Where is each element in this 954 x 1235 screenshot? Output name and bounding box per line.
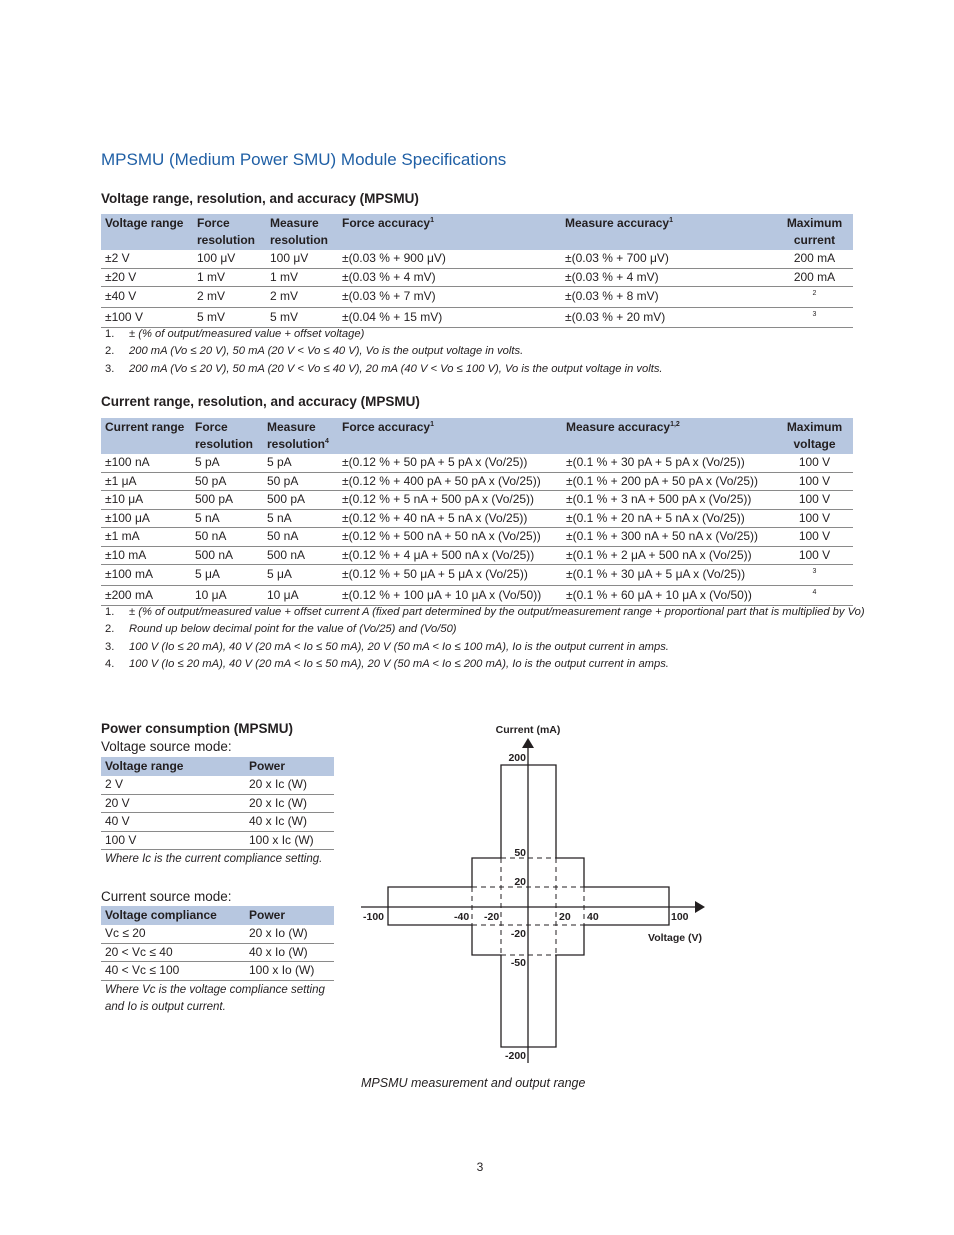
table-row (101, 307, 853, 328)
cell-force-resolution: 5 mV (193, 307, 266, 328)
cell-measure-accuracy: ±(0.1 % + 60 μA + 10 μA x (Vo/50)) (562, 585, 776, 606)
cell-maximum (776, 307, 853, 328)
tick-label: 50 (514, 847, 526, 859)
cell-maximum: 100 V (776, 491, 853, 510)
cell-measure-resolution: 5 pA (263, 454, 338, 472)
cell-force-resolution: 50 pA (191, 472, 263, 491)
cell-force-accuracy: ±(0.12 % + 100 μA + 10 μA x (Vo/50)) (338, 585, 562, 606)
header-force-accuracy: Force accuracy$^1$ (338, 214, 561, 250)
range-diagram (355, 715, 715, 1075)
cell-measure-resolution: 5 μA (263, 565, 338, 586)
cell-power: 20 x Ic (W) (245, 794, 334, 813)
table-row (101, 585, 853, 606)
cell-range: 100 V (101, 831, 245, 850)
voltage-source-power-table (101, 757, 334, 850)
header-measure-resolution: Measure resolution$^4$ (263, 418, 338, 454)
header-voltage-range: Voltage range (101, 214, 193, 250)
footnote-ref: 2 (812, 290, 817, 297)
cell-maximum: 100 V (776, 509, 853, 528)
cell-measure-accuracy: ±(0.1 % + 20 nA + 5 nA x (Vo/25)) (562, 509, 776, 528)
cell-measure-accuracy: ±(0.03 % + 700 μV) (561, 250, 776, 268)
header-measure-accuracy: Measure accuracy$^{1,2}$ (562, 418, 776, 454)
cell-range: 40 V (101, 813, 245, 832)
voltage-source-mode-label: Voltage source mode: (101, 739, 232, 754)
table-row (101, 962, 334, 981)
current-range-table (101, 418, 853, 606)
tick-label: 20 (514, 876, 526, 888)
cell-range: ±200 mA (101, 585, 191, 606)
table-row (101, 943, 334, 962)
header-maximum-current: Maximum current (776, 214, 853, 250)
current-table-notes (105, 604, 865, 673)
table-row (101, 794, 334, 813)
cell-force-accuracy: ±(0.03 % + 900 μV) (338, 250, 561, 268)
cell-power: 40 x Ic (W) (245, 813, 334, 832)
table-row (101, 250, 853, 268)
footnote: 1. ± (% of output/measured value + offset current A (fixed part determined by the output/measurement range + proportional part that is multiplied by Vo) (105, 606, 865, 618)
cell-measure-resolution: 500 pA (263, 491, 338, 510)
cell-measure-accuracy: ±(0.03 % + 20 mV) (561, 307, 776, 328)
cell-force-resolution: 5 pA (191, 454, 263, 472)
cell-measure-accuracy: ±(0.1 % + 30 pA + 5 pA x (Vo/25)) (562, 454, 776, 472)
tick-label: 200 (508, 752, 526, 764)
cell-maximum: 200 mA (776, 268, 853, 287)
header-force-resolution: Force resolution (193, 214, 266, 250)
cell-force-accuracy: ±(0.12 % + 400 pA + 50 pA x (Vo/25)) (338, 472, 562, 491)
cell-measure-accuracy: ±(0.03 % + 4 mV) (561, 268, 776, 287)
table-row (101, 776, 334, 794)
cell-range: 2 V (101, 776, 245, 794)
table-row (101, 454, 853, 472)
table-row (101, 925, 334, 943)
header-maximum-voltage: Maximum voltage (776, 418, 853, 454)
cell-range: 20 V (101, 794, 245, 813)
cell-force-accuracy: ±(0.04 % + 15 mV) (338, 307, 561, 328)
voltage-table-notes (105, 326, 663, 378)
cell-measure-accuracy: ±(0.1 % + 2 μA + 500 nA x (Vo/25)) (562, 546, 776, 565)
footnote: 2. Round up below decimal point for the value of (Vo/25) and (Vo/50) (105, 623, 457, 636)
header-measure-accuracy: Measure accuracy$^1$ (561, 214, 776, 250)
cell-power: 40 x Io (W) (245, 943, 334, 962)
cell-range: ±1 μA (101, 472, 191, 491)
cell-force-accuracy: ±(0.03 % + 7 mV) (338, 287, 561, 308)
cell-force-accuracy: ±(0.12 % + 4 μA + 500 nA x (Vo/25)) (338, 546, 562, 565)
x-axis-label: Voltage (V) (648, 932, 703, 944)
table-row (101, 509, 853, 528)
table-row (101, 546, 853, 565)
tick-label: -40 (454, 911, 470, 923)
cell-maximum (776, 585, 853, 606)
tick-label: -50 (510, 957, 526, 969)
cell-power: 100 x Io (W) (245, 962, 334, 981)
cell-measure-accuracy: ±(0.1 % + 300 nA + 50 nA x (Vo/25)) (562, 528, 776, 547)
footnote: 4. 100 V (Io ≤ 20 mA), 40 V (20 mA < Io ≤ 50 mA), 20 V (50 mA < Io ≤ 200 mA), Io is the output current in amps. (105, 657, 669, 670)
cell-measure-resolution: 10 μA (263, 585, 338, 606)
header-voltage-range: Voltage range (101, 757, 245, 776)
cell-measure-accuracy: ±(0.03 % + 8 mV) (561, 287, 776, 308)
cell-measure-accuracy: ±(0.1 % + 200 pA + 50 pA x (Vo/25)) (562, 472, 776, 491)
tick-label: -100 (363, 911, 385, 923)
voltage-range-table (101, 214, 853, 328)
table-header-row (101, 418, 853, 454)
cell-force-resolution: 500 nA (191, 546, 263, 565)
axes (361, 746, 697, 1063)
current-mode-note (105, 982, 325, 1016)
cell-range: ±1 mA (101, 528, 191, 547)
header-force-resolution: Force resolution (191, 418, 263, 454)
cell-measure-resolution: 100 μV (266, 250, 338, 268)
footnote: 2. 200 mA (Vo ≤ 20 V), 50 mA (20 V < Vo ≤ 40 V), Vo is the output voltage in volts. (105, 345, 524, 358)
cell-maximum: 100 V (776, 472, 853, 491)
tick-label: -20 (484, 911, 500, 923)
table-header-row (101, 906, 334, 925)
footnote: 1. ± (% of output/measured value + offset voltage) (105, 328, 365, 340)
table-row (101, 813, 334, 832)
cell-range: ±100 mA (101, 565, 191, 586)
cell-maximum: 100 V (776, 546, 853, 565)
cell-force-resolution: 500 pA (191, 491, 263, 510)
footnote: 3. 200 mA (Vo ≤ 20 V), 50 mA (20 V < Vo ≤ 40 V), 20 mA (40 V < Vo ≤ 100 V), Vo is the output voltage in volts. (105, 362, 663, 375)
table-row (101, 287, 853, 308)
table-row (101, 528, 853, 547)
current-table-title: Current range, resolution, and accuracy (MPSMU) (101, 394, 420, 409)
cell-measure-resolution: 500 nA (263, 546, 338, 565)
cell-force-accuracy: ±(0.12 % + 500 nA + 50 nA x (Vo/25)) (338, 528, 562, 547)
power-title: Power consumption (MPSMU) (101, 721, 293, 736)
cell-measure-resolution: 2 mV (266, 287, 338, 308)
cell-range: ±10 μA (101, 491, 191, 510)
tick-label: -20 (510, 928, 526, 940)
table-row (101, 491, 853, 510)
page-number: 3 (476, 1160, 484, 1174)
header-voltage-compliance: Voltage compliance (101, 906, 245, 925)
table-header-row (101, 757, 334, 776)
table-row (101, 831, 334, 850)
footnote: 3. 100 V (Io ≤ 20 mA), 40 V (20 mA < Io ≤ 50 mA), 20 V (50 mA < Io ≤ 100 mA), Io is the output current in amps. (105, 640, 669, 653)
cell-range: ±20 V (101, 268, 193, 287)
tick-label: 20 (559, 911, 571, 923)
voltage-table-title: Voltage range, resolution, and accuracy (MPSMU) (101, 191, 419, 206)
cell-maximum (776, 565, 853, 586)
current-source-power-table (101, 906, 334, 981)
cell-force-accuracy: ±(0.12 % + 5 nA + 500 pA x (Vo/25)) (338, 491, 562, 510)
footnote-ref: 4 (812, 588, 817, 596)
cell-force-resolution: 5 μA (191, 565, 263, 586)
cell-range: ±40 V (101, 287, 193, 308)
footnote-ref: 3 (812, 310, 817, 318)
cell-maximum: 100 V (776, 528, 853, 547)
cell-range: ±10 mA (101, 546, 191, 565)
cell-measure-resolution: 50 pA (263, 472, 338, 491)
voltage-mode-note: Where Ic is the current compliance setting. (105, 853, 323, 865)
header-measure-resolution: Measure resolution (266, 214, 338, 250)
cell-measure-accuracy: ±(0.1 % + 30 μA + 5 μA x (Vo/25)) (562, 565, 776, 586)
cell-power: 20 x Io (W) (245, 925, 334, 943)
cell-maximum (776, 287, 853, 308)
table-row (101, 268, 853, 287)
y-axis-arrow-icon (522, 738, 534, 748)
cell-compliance: 40 < Vc ≤ 100 (101, 962, 245, 981)
cell-force-resolution: 100 μV (193, 250, 266, 268)
cell-range: ±100 V (101, 307, 193, 328)
tick-label: 40 (587, 911, 599, 923)
cell-maximum: 100 V (776, 454, 853, 472)
tick-label: 100 (671, 911, 689, 923)
cell-measure-resolution: 5 nA (263, 509, 338, 528)
y-axis-label: Current (mA) (495, 724, 561, 736)
x-axis-arrow-icon (695, 901, 705, 913)
table-row (101, 472, 853, 491)
cell-range: ±100 μA (101, 509, 191, 528)
cell-compliance: 20 < Vc ≤ 40 (101, 943, 245, 962)
current-mode-note-line: and Io is output current. (105, 1001, 226, 1013)
cell-measure-resolution: 5 mV (266, 307, 338, 328)
figure-caption: MPSMU measurement and output range (361, 1076, 586, 1090)
cell-force-resolution: 2 mV (193, 287, 266, 308)
cell-range: ±100 nA (101, 454, 191, 472)
cell-force-resolution: 50 nA (191, 528, 263, 547)
cell-force-resolution: 10 μA (191, 585, 263, 606)
tick-label: -200 (504, 1050, 526, 1062)
cell-force-accuracy: ±(0.12 % + 50 μA + 5 μA x (Vo/25)) (338, 565, 562, 586)
cell-measure-resolution: 50 nA (263, 528, 338, 547)
table-row (101, 565, 853, 586)
footnote-ref: 3 (812, 568, 817, 575)
cell-power: 100 x Ic (W) (245, 831, 334, 850)
current-source-mode-label: Current source mode: (101, 889, 232, 904)
cell-force-accuracy: ±(0.03 % + 4 mV) (338, 268, 561, 287)
header-current-range: Current range (101, 418, 191, 454)
table-header-row (101, 214, 853, 250)
cell-maximum: 200 mA (776, 250, 853, 268)
header-power: Power (245, 906, 334, 925)
header-force-accuracy: Force accuracy$^1$ (338, 418, 562, 454)
cell-measure-accuracy: ±(0.1 % + 3 nA + 500 pA x (Vo/25)) (562, 491, 776, 510)
cell-power: 20 x Ic (W) (245, 776, 334, 794)
cell-force-accuracy: ±(0.12 % + 50 pA + 5 pA x (Vo/25)) (338, 454, 562, 472)
cell-force-resolution: 5 nA (191, 509, 263, 528)
cell-force-accuracy: ±(0.12 % + 40 nA + 5 nA x (Vo/25)) (338, 509, 562, 528)
cell-force-resolution: 1 mV (193, 268, 266, 287)
current-mode-note-line: Where Vc is the voltage compliance setting (105, 984, 325, 996)
page-title: MPSMU (Medium Power SMU) Module Specifications (101, 150, 507, 169)
cell-compliance: Vc ≤ 20 (101, 925, 245, 943)
cell-measure-resolution: 1 mV (266, 268, 338, 287)
cell-range: ±2 V (101, 250, 193, 268)
header-power: Power (245, 757, 334, 776)
